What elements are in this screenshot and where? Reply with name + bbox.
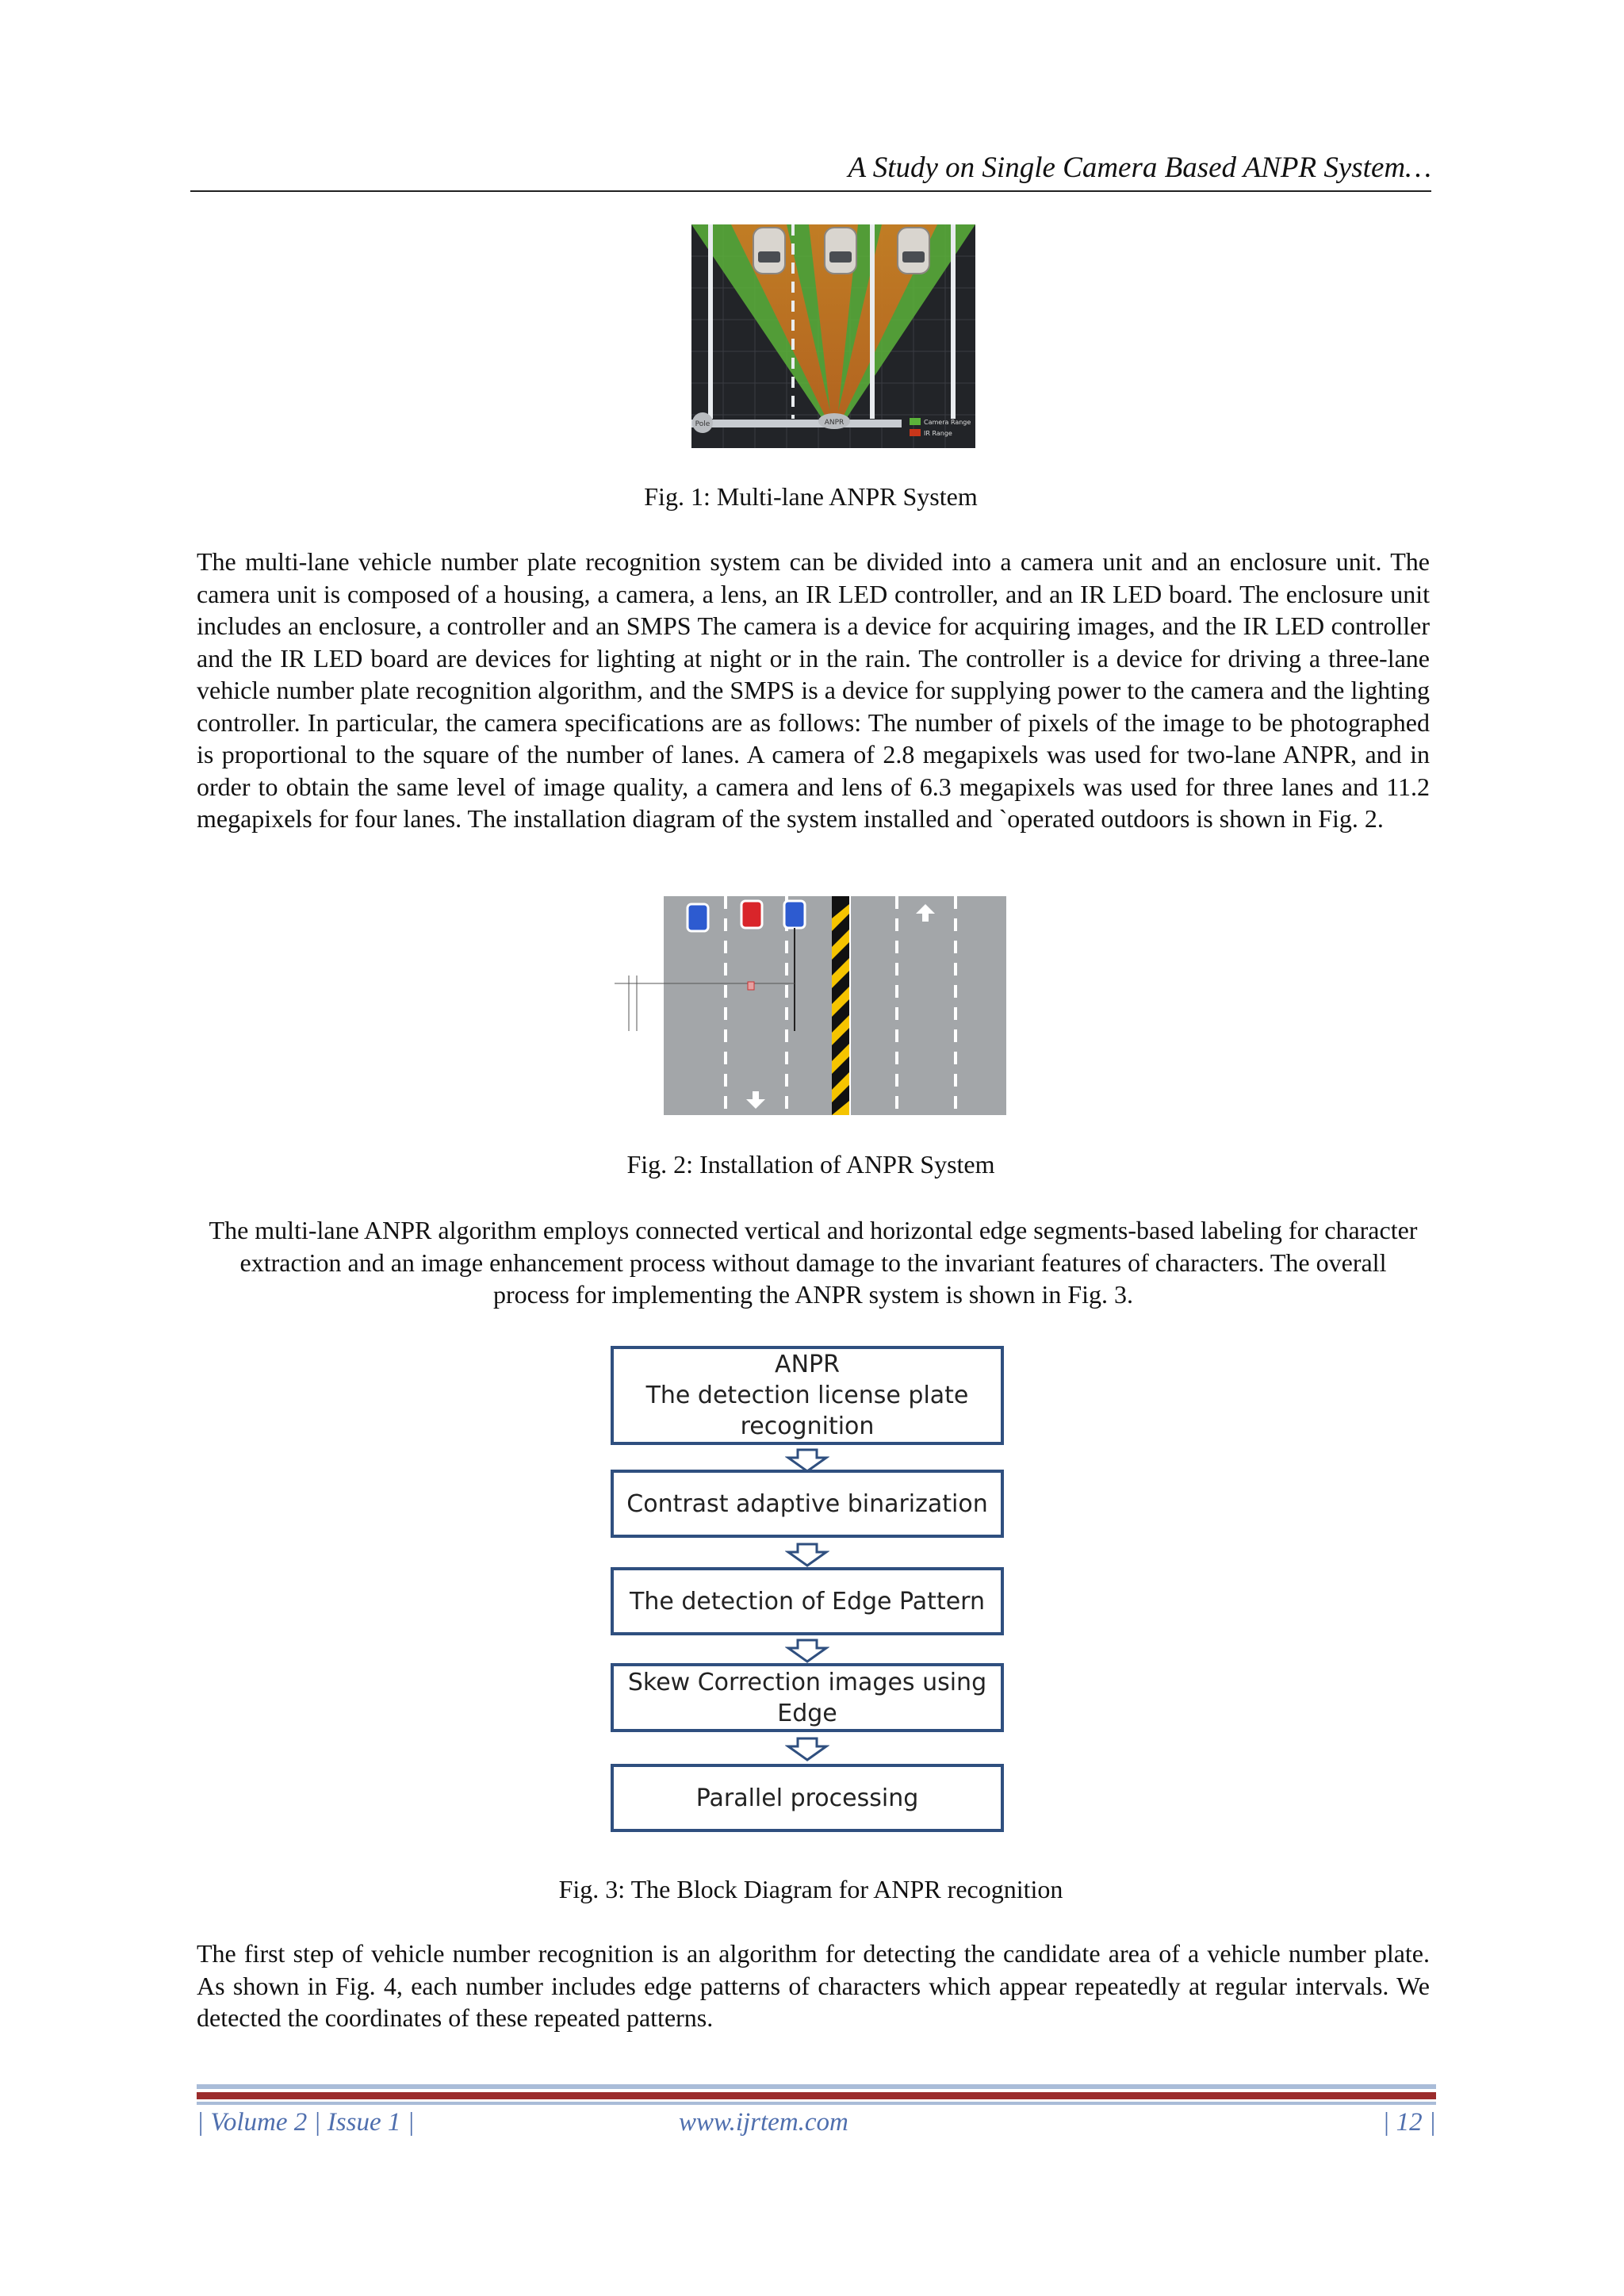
flow-step-anpr [611,1346,1004,1445]
body-paragraph-3: The first step of vehicle number recognition is an algorithm for detecting the candidate area of a vehicle number plate. As shown in Fig. 4, each number includes edge patterns of characters which appear repeatedly at regular intervals. We detected the coordinates of these repeated patterns. [197,1939,1430,2032]
footer-website[interactable]: www.ijrtem.com [679,2108,848,2137]
legend-camera-range: Camera Range [924,419,971,426]
running-title: A Study on Single Camera Based ANPR System… [848,151,1431,184]
flow-step-edge-pattern [611,1567,1004,1635]
svg-text:ANPR: ANPR [824,419,845,427]
footer-rule-light-bottom [197,2102,1436,2105]
figure-2-caption: Fig. 2: Installation of ANPR System [626,1150,995,1179]
vehicles [753,228,929,274]
flow-arrow-icon [785,1543,829,1568]
figure-1-image [691,224,975,448]
flow-step-line: Contrast adaptive binarization [626,1489,988,1518]
body-paragraph-2: The multi-lane ANPR algorithm employs connected vertical and horizontal edge segments-based labeling for character extraction and an image enhancement process without damage to the invariant features of characters. The overall process for implementing the ANPR system is shown in Fig. 3. [209,1216,1418,1309]
figure-3-caption: Fig. 3: The Block Diagram for ANPR recognition [558,1875,1063,1903]
flow-step-line: The detection license plate [645,1382,969,1409]
footer-volume: | Volume 2 | Issue 1 | [197,2108,415,2137]
footer-rule-dark [197,2092,1436,2099]
figure-2-image [615,896,1006,1115]
flow-step-skew-correction [611,1663,1004,1732]
flow-step-line: Parallel processing [695,1784,919,1812]
flow-arrow-icon [785,1639,829,1664]
figure-1-caption: Fig. 1: Multi-lane ANPR System [644,482,978,511]
flow-step-line: Edge [777,1699,837,1727]
flow-step-line: The detection of Edge Pattern [630,1587,985,1616]
legend-ir-range: IR Range [924,430,952,437]
svg-text:Pole: Pole [695,420,710,428]
body-paragraph-1: The multi-lane vehicle number plate recognition system can be divided into a camera unit and an enclosure unit. The camera unit is composed of a housing, a camera, a lens, an IR LED controller, and an IR LED board. The enclosure unit includes an enclosure, a controller and an SMPS The camera is a device for acquiring images, and the IR LED controller and the IR LED board are devices for lighting at night or in the rain. The controller is a device for driving a three-lane vehicle number plate recognition algorithm, and the SMPS is a device for supplying power to the camera and the lighting controller. In particular, the camera specifications are as follows: The number of pixels of the image to be photographed is proportional to the square of the number of lanes. A camera of 2.8 megapixels was used for two-lane ANPR, and in order to obtain the same level of image quality, a camera and lens of 6.3 megapixels was used for three lanes and 11.2 megapixels for four lanes. The installation diagram of the system installed and `operated outdoors is shown in Fig. 2. [197,547,1430,833]
footer-rule-light [197,2084,1436,2089]
header-rule [190,190,1431,192]
flow-arrow-icon [785,1737,829,1762]
footer-page-number: | 12 | [1382,2108,1436,2137]
flow-step-line: Skew Correction images using [627,1668,987,1696]
flow-step-line: recognition [740,1412,875,1440]
flow-step-line: ANPR [775,1351,840,1378]
flow-step-parallel-processing [611,1764,1004,1832]
vehicles-top [688,901,805,931]
flow-step-binarization [611,1470,1004,1538]
